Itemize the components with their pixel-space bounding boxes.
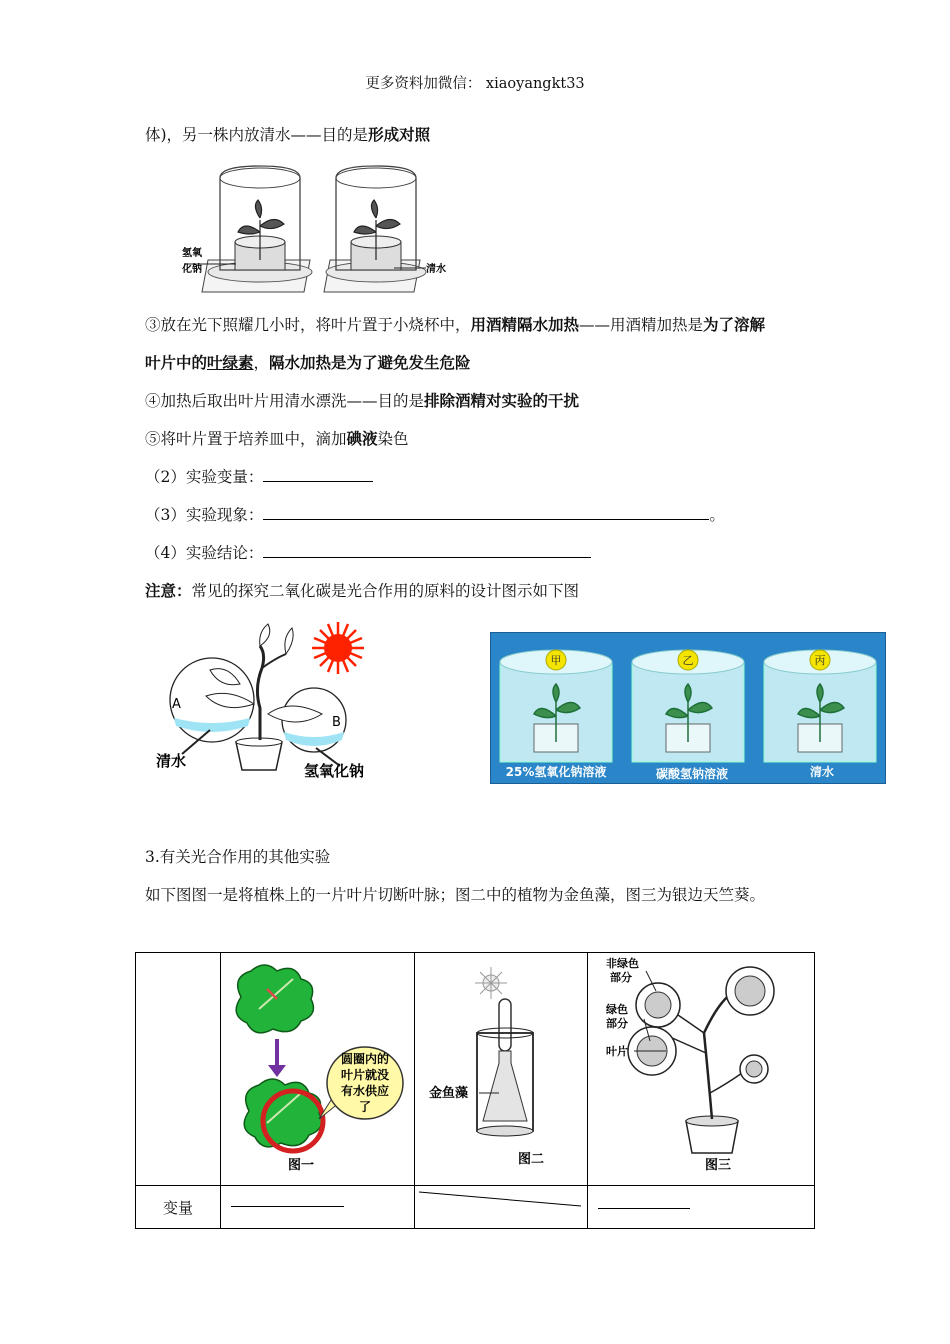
variable-row-label: 变量 bbox=[136, 1186, 221, 1229]
step3-bold-h: 隔水加热是为了避免发生危险 bbox=[269, 354, 471, 372]
solution-2-label: 碳酸氢钠溶液 bbox=[655, 767, 729, 781]
variable-strike-line bbox=[415, 1186, 587, 1224]
three-jars-figure bbox=[490, 632, 886, 784]
step5-text-a: ⑤将叶片置于培养皿中，滴加 bbox=[145, 430, 347, 448]
section3-desc: 如下图图一是将植株上的一片叶片切断叶脉；图二中的植物为金鱼藻，图三为银边天竺葵。 bbox=[145, 886, 766, 904]
variable-cell-1 bbox=[221, 1186, 415, 1229]
fig3-label-green-2: 部分 bbox=[606, 1017, 628, 1030]
fig3-drawing bbox=[588, 953, 814, 1181]
fig2-drawing bbox=[415, 953, 587, 1181]
q3-end: 。 bbox=[709, 506, 725, 524]
jar-bing-label: 丙 bbox=[814, 654, 826, 667]
naoh-label: 氢氧化钠 bbox=[304, 762, 365, 780]
q2-label: （2）实验变量： bbox=[145, 468, 264, 486]
fig1-callout-3: 有水供应 bbox=[340, 1084, 390, 1098]
variable-cell-2 bbox=[415, 1186, 588, 1229]
fig3-cell bbox=[588, 953, 815, 1186]
q4-label: （4）实验结论： bbox=[145, 544, 264, 562]
intro-text: 体)，另一株内放清水——目的是 bbox=[145, 126, 369, 144]
sun-icon bbox=[312, 622, 364, 674]
question-3 bbox=[145, 504, 725, 526]
step3-comma: ， bbox=[253, 354, 270, 372]
left-jar bbox=[208, 166, 312, 282]
label-naoh-2: 化钠 bbox=[182, 264, 202, 275]
step3-line1 bbox=[145, 314, 765, 336]
intro-bold: 形成对照 bbox=[368, 126, 431, 144]
question-4 bbox=[145, 542, 591, 564]
note-text: 常见的探究二氧化碳是光合作用的原料的设计图示如下图 bbox=[191, 582, 580, 600]
step4-bold: 排除酒精对实验的干扰 bbox=[424, 392, 580, 410]
fig1-callout-4: 了 bbox=[358, 1100, 372, 1114]
q4-blank[interactable] bbox=[263, 542, 591, 558]
step3-bold-b: 用酒精隔水加热 bbox=[470, 316, 580, 334]
fig3-label-nongreen-1: 非绿色 bbox=[606, 957, 639, 970]
plant-bags-figure bbox=[150, 618, 390, 788]
q3-blank[interactable] bbox=[263, 504, 709, 520]
section3-title: 3.有关光合作用的其他实验 bbox=[145, 848, 331, 866]
q2-blank[interactable] bbox=[263, 466, 373, 482]
bag-b-label: B bbox=[332, 715, 341, 730]
fig1-callout-2: 叶片就没 bbox=[340, 1068, 390, 1082]
fig1-caption: 图一 bbox=[287, 1158, 315, 1173]
jar-jia-label: 甲 bbox=[550, 654, 562, 667]
q3-label: （3）实验现象： bbox=[145, 506, 264, 524]
geranium-leaves bbox=[628, 967, 774, 1083]
label-naoh-1: 氢氧 bbox=[182, 248, 202, 259]
question-2 bbox=[145, 466, 373, 488]
solution-3-label: 清水 bbox=[809, 765, 835, 779]
step5-line bbox=[145, 428, 409, 450]
step5-text-c: 染色 bbox=[377, 430, 409, 448]
variable-cell-3 bbox=[588, 1186, 815, 1229]
fig3-label-leaf: 叶片 bbox=[606, 1045, 628, 1058]
variable-blank-3[interactable] bbox=[598, 1208, 690, 1209]
table-empty-cell bbox=[136, 953, 221, 1186]
fig1-callout-1: 圆圈内的 bbox=[340, 1052, 390, 1066]
fig1-cell bbox=[221, 953, 415, 1186]
water-label: 清水 bbox=[156, 752, 187, 770]
step3-bold-d: 为了溶解 bbox=[703, 316, 766, 334]
fig1-drawing bbox=[221, 953, 414, 1181]
step3-line2 bbox=[145, 352, 471, 374]
step5-bold: 碘液 bbox=[346, 430, 378, 448]
step3-bold-chlorophyll: 叶绿素 bbox=[207, 354, 254, 372]
solution-1-label: 25%氢氧化钠溶液 bbox=[505, 765, 607, 779]
experiment-table bbox=[135, 952, 815, 1229]
fig2-caption: 图二 bbox=[517, 1152, 545, 1167]
fig3-label-green-1: 绿色 bbox=[606, 1003, 628, 1016]
note-line bbox=[145, 580, 579, 602]
fig2-label: 金鱼藻 bbox=[429, 1086, 469, 1101]
note-bold: 注意： bbox=[145, 582, 192, 600]
page-header: 更多资料加微信： xiaoyangkt33 bbox=[365, 76, 585, 92]
bag-a-label: A bbox=[172, 697, 181, 712]
fig3-caption: 图三 bbox=[704, 1158, 732, 1173]
label-water: 清水 bbox=[426, 264, 446, 275]
step4-text: ④加热后取出叶片用清水漂洗——目的是 bbox=[145, 392, 425, 410]
variable-blank-1[interactable] bbox=[231, 1206, 344, 1207]
fig2-cell bbox=[415, 953, 588, 1186]
step3-text-c: ——用酒精加热是 bbox=[579, 316, 704, 334]
sun-icon bbox=[475, 967, 507, 999]
step4-line bbox=[145, 390, 579, 412]
fig3-label-nongreen-2: 部分 bbox=[610, 971, 632, 984]
right-jar bbox=[326, 166, 426, 282]
jar-yi-label: 乙 bbox=[682, 654, 694, 667]
bell-jars-figure bbox=[180, 160, 450, 300]
step3-bold-e: 叶片中的 bbox=[145, 354, 208, 372]
step3-text-a: ③放在光下照耀几小时，将叶片置于小烧杯中， bbox=[145, 316, 471, 334]
intro-line bbox=[145, 124, 430, 146]
